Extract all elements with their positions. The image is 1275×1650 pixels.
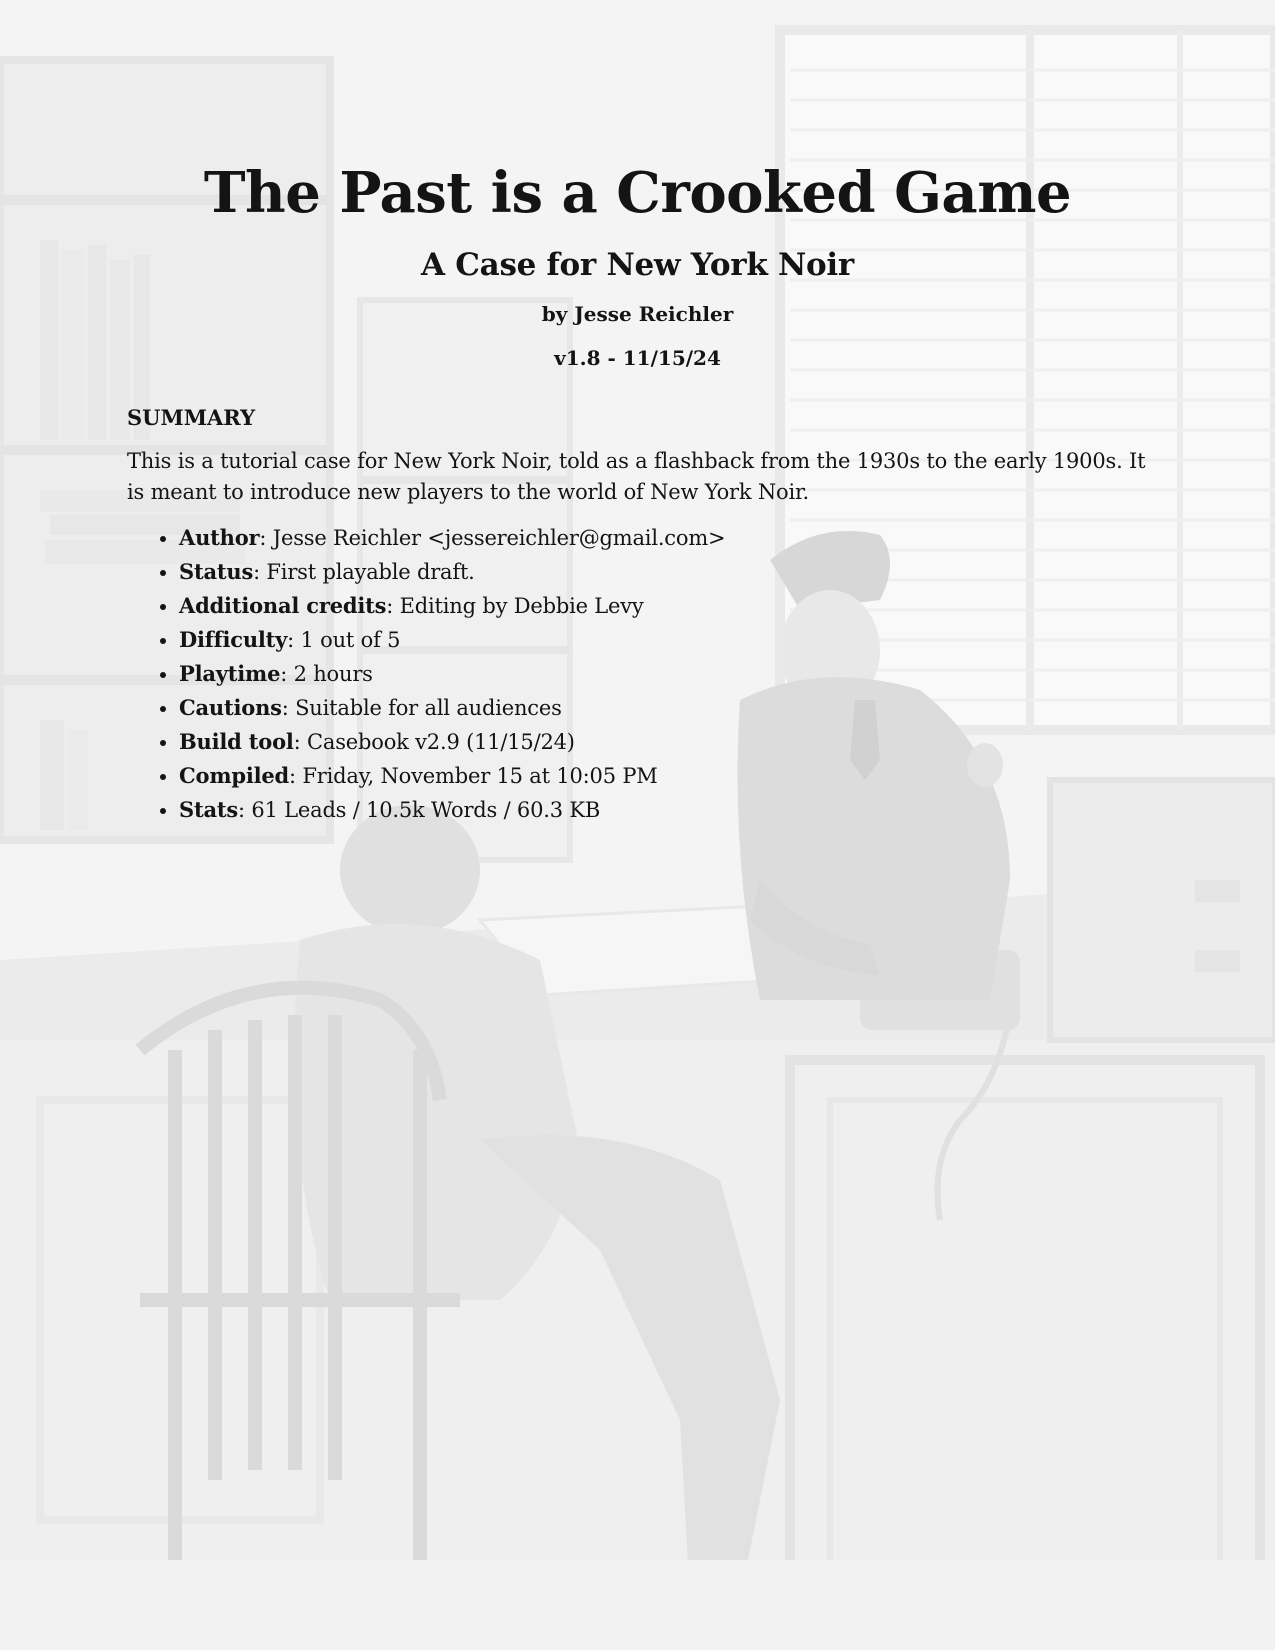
item-label: Additional credits: [179, 593, 387, 618]
list-item: [179, 691, 725, 725]
item-value: : 2 hours: [280, 662, 373, 686]
list-item: [179, 521, 725, 555]
item-value: : Jesse Reichler <jessereichler@gmail.com>: [259, 526, 726, 550]
item-label: Playtime: [179, 661, 281, 686]
item-label: Author: [179, 525, 260, 550]
item-value: : Suitable for all audiences: [281, 696, 562, 720]
item-value: : Casebook v2.9 (11/15/24): [293, 730, 575, 754]
list-item: [179, 793, 725, 827]
item-value: : 61 Leads / 10.5k Words / 60.3 KB: [238, 798, 601, 822]
item-value: : 1 out of 5: [287, 628, 401, 652]
item-value: : Editing by Debbie Levy: [386, 594, 644, 618]
item-label: Compiled: [179, 763, 290, 788]
details-list: [127, 521, 725, 827]
summary-text: This is a tutorial case for New York Noir, told as a flashback from the 1930s to the early 1900s. It is meant to introduce new players to the world of New York Noir.: [127, 449, 1146, 504]
item-value: : Friday, November 15 at 10:05 PM: [289, 764, 658, 788]
list-item: [179, 623, 725, 657]
list-item: [179, 725, 725, 759]
document-version: v1.8 - 11/15/24: [554, 346, 721, 370]
item-label: Difficulty: [179, 627, 288, 652]
document-byline: by Jesse Reichler: [541, 302, 734, 326]
list-item: [179, 555, 725, 589]
list-item: [179, 759, 725, 793]
list-item: [179, 589, 725, 623]
document-subtitle: A Case for New York Noir: [421, 247, 854, 283]
list-item: [179, 657, 725, 691]
summary-heading: SUMMARY: [127, 405, 256, 430]
item-label: Status: [179, 559, 254, 584]
item-label: Stats: [179, 797, 238, 822]
item-label: Cautions: [179, 695, 282, 720]
item-label: Build tool: [179, 729, 294, 754]
document-title: The Past is a Crooked Game: [203, 160, 1072, 226]
item-value: : First playable draft.: [253, 560, 475, 584]
